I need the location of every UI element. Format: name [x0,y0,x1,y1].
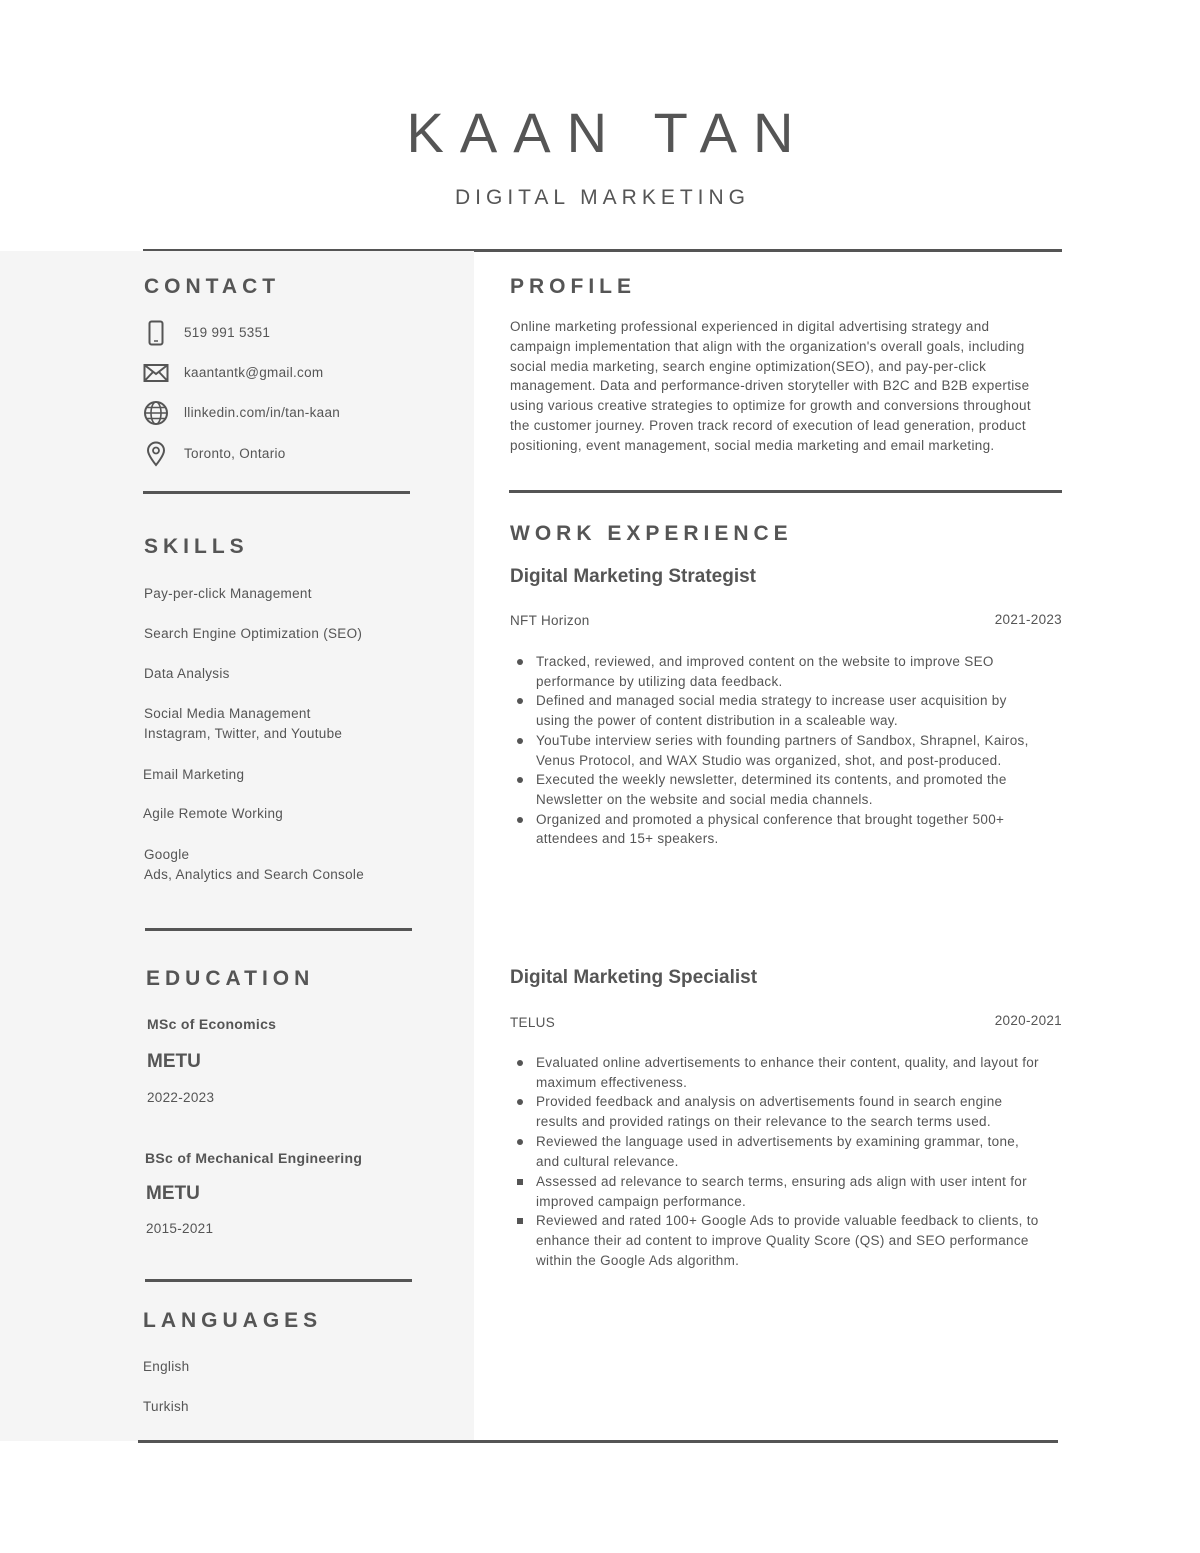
profile-heading: PROFILE [510,275,637,298]
contact-website[interactable] [143,400,340,426]
job-bullet: YouTube interview series with founding partners of Sandbox, Shrapnel, Kairos, Venus Protocol, and WAX Studio was organized, shot, and post-produced. [510,731,1070,770]
skill-item: Search Engine Optimization (SEO) [144,626,363,641]
job-bullets [510,652,1070,849]
contact-email-text[interactable]: kaantantk@gmail.com [184,365,324,380]
skill-item: Agile Remote Working [143,806,284,821]
skill-item: Data Analysis [144,666,230,681]
education-divider [145,1279,412,1282]
profile-summary: Online marketing professional experienced in digital advertising strategy and campaign implementation that align with the organization's overall goals, including social media marketing, search engine optimization(SEO), and pay-per-click management. Data and performance-driven storyteller with B2C and B2B expertise using various creative strategies to optimize for growth and conversions throughout the customer journey. Proven track record of execution of lead generation, product positioning, event management, social media marketing and email marketing. [510,319,1031,453]
skills-divider [145,928,412,931]
contact-phone-text: 519 991 5351 [184,325,271,340]
job-bullet: Provided feedback and analysis on advertisements found in search engine results and provided ratings on their relevance to the search terms used. [510,1092,1070,1131]
job-title: Digital Marketing Specialist [510,967,758,988]
location-pin-icon [143,441,169,467]
skill-item: Social Media Management Instagram, Twitter, and Youtube [144,706,343,741]
contact-phone [143,320,270,346]
job-bullet: Tracked, reviewed, and improved content on the website to improve SEO performance by utilizing data feedback. [510,652,1070,691]
contact-location [143,441,286,467]
job-years: 2020-2021 [994,1013,1062,1028]
education-degree: MSc of Economics [147,1016,277,1032]
education-years: 2022-2023 [147,1090,215,1105]
education-heading: EDUCATION [146,967,315,990]
job-bullet: Defined and managed social media strategy to increase user acquisition by using the power of content distribution in a scaleable way. [510,691,1070,730]
contact-heading: CONTACT [144,275,281,298]
job-bullet: Evaluated online advertisements to enhance their content, quality, and layout for maximum effectiveness. [510,1053,1070,1092]
experience-heading: WORK EXPERIENCE [510,522,793,545]
job-bullet: Assessed ad relevance to search terms, ensuring ads align with user intent for improved campaign performance. [510,1172,1070,1211]
resume-name: KAAN TAN [406,101,810,164]
job-bullet: Executed the weekly newsletter, determined its contents, and promoted the Newsletter on the website and social media channels. [510,770,1070,809]
job-company: NFT Horizon [510,613,590,628]
globe-icon [143,400,169,426]
footer-divider [138,1440,1058,1443]
skills-heading: SKILLS [144,535,249,558]
languages-heading: LANGUAGES [143,1309,323,1332]
job-bullets [510,1053,1070,1171]
contact-website-text[interactable]: llinkedin.com/in/tan-kaan [184,405,341,420]
job-bullet: Reviewed the language used in advertisements by examining grammar, tone, and cultural relevance. [510,1132,1070,1171]
mail-icon [143,360,169,386]
contact-email[interactable] [143,360,323,386]
phone-icon [143,320,169,346]
education-years: 2015-2021 [146,1221,214,1236]
header-divider-right [474,249,1062,252]
job-title: Digital Marketing Strategist [510,566,756,587]
profile-divider [509,490,1062,493]
job-bullet: Organized and promoted a physical conference that brought together 500+ attendees and 15+ speakers. [510,810,1070,849]
language-item: Turkish [143,1399,189,1414]
education-school: METU [146,1183,200,1204]
education-degree: BSc of Mechanical Engineering [145,1150,363,1166]
job-company: TELUS [510,1015,556,1030]
job-bullet: Reviewed and rated 100+ Google Ads to provide valuable feedback to clients, to enhance their ad content to improve Quality Score (QS) and SEO performance within the Google Ads algorithm. [510,1211,1070,1270]
skill-item: Pay-per-click Management [144,586,312,601]
job-bullets [510,1172,1070,1271]
job-years: 2021-2023 [994,612,1062,627]
skill-item: Email Marketing [143,767,245,782]
contact-location-text: Toronto, Ontario [184,446,286,461]
resume-title: DIGITAL MARKETING [454,186,751,209]
education-school: METU [147,1051,201,1072]
language-item: English [143,1359,190,1374]
skill-item: Google Ads, Analytics and Search Console [144,847,365,882]
contact-divider [143,491,410,494]
